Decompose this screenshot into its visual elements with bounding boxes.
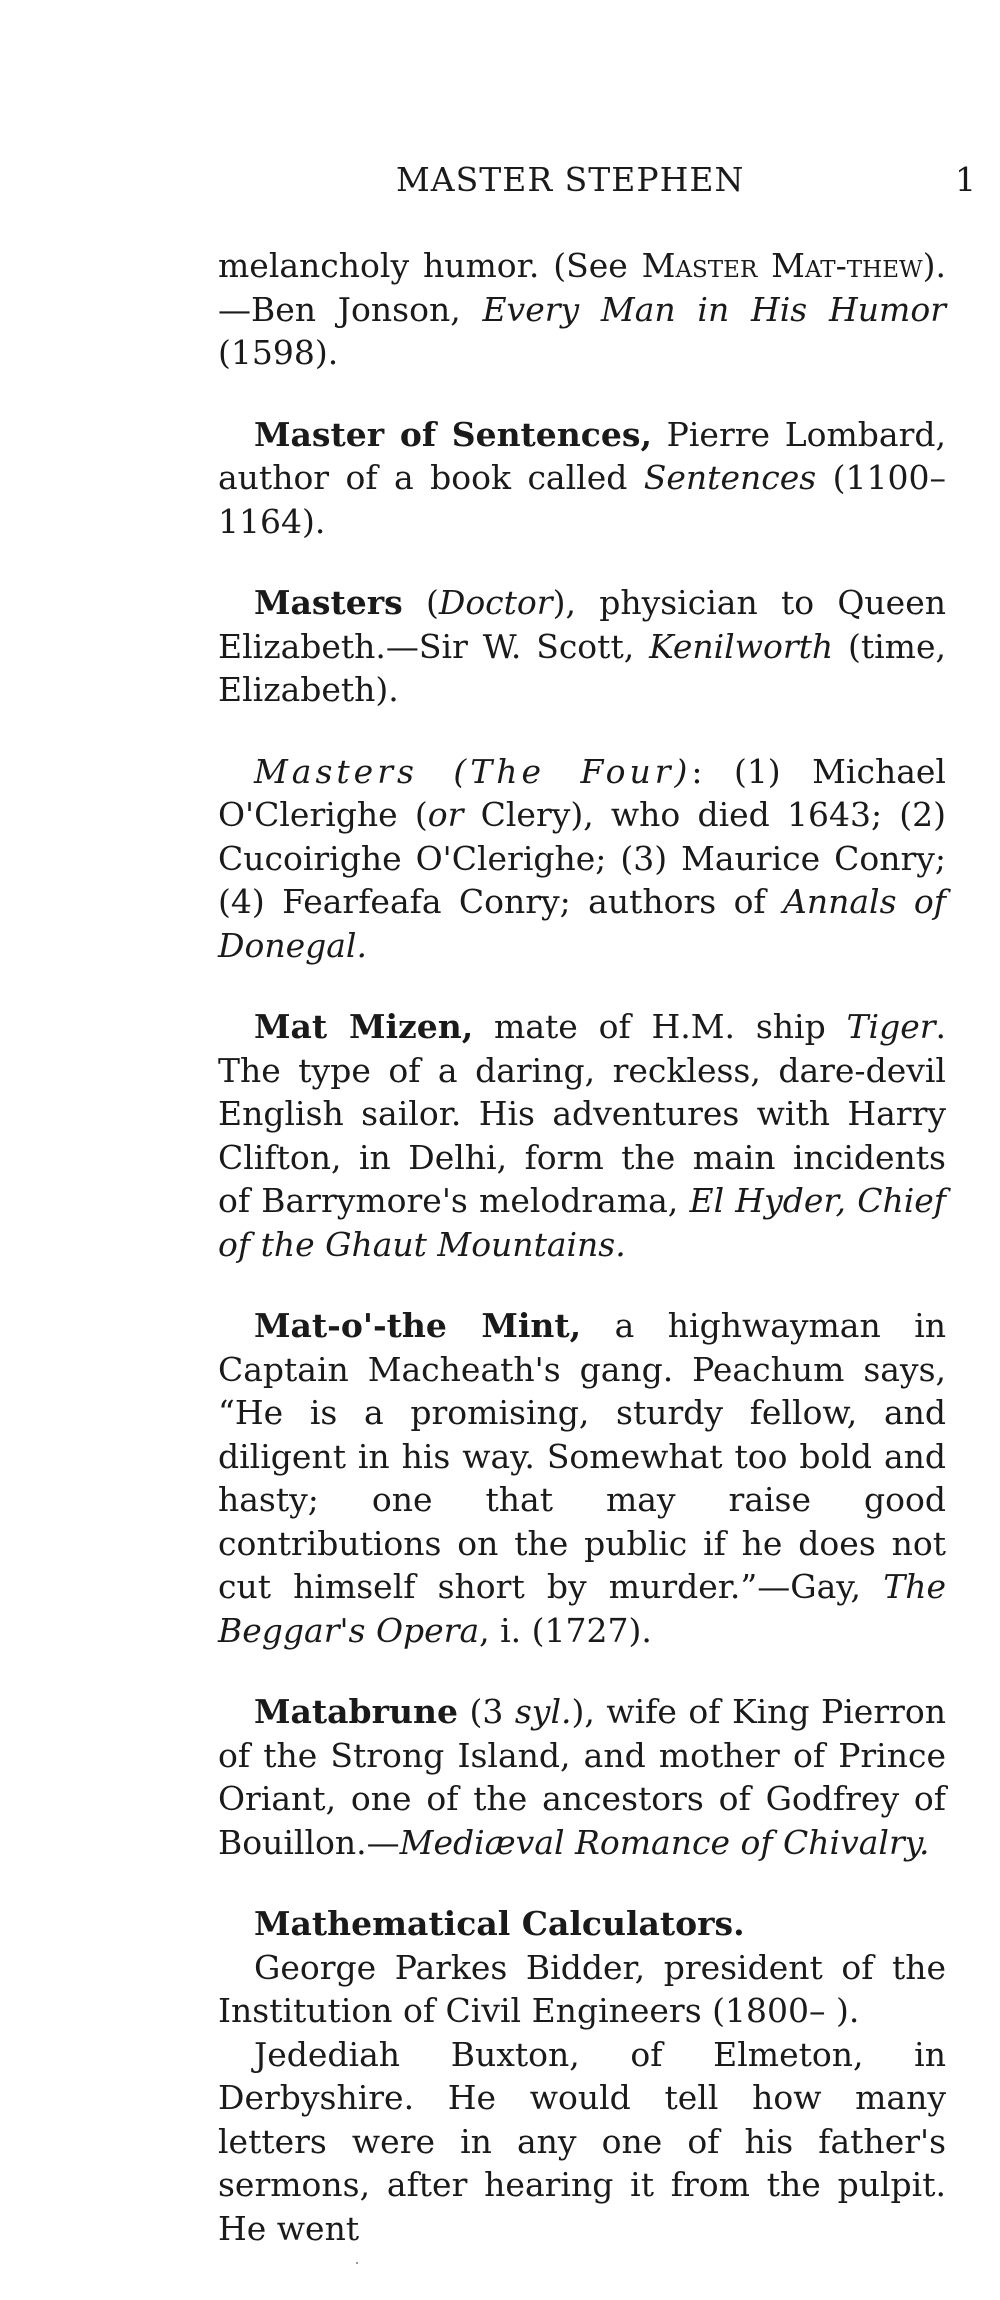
entry-master-of-sentences: Master of Sentences, Pierre Lombard, author of a book called Sentences (1100–1164). <box>218 414 946 541</box>
sub-entry-bidder: George Parkes Bidder, president of the Institution of Civil Engineers (1800– ). <box>218 1947 946 2030</box>
headword: Masters <box>254 583 403 622</box>
work-title: Sentences <box>643 458 817 497</box>
work-title: Mediæval Romance of Chivalry. <box>399 1822 930 1862</box>
headword: Master of Sentences, <box>254 414 652 454</box>
work-title: The Beggar's Opera <box>218 1567 946 1650</box>
page-number: 1 <box>955 160 976 199</box>
entry-mat-mizen: Mat Mizen, mate of H.M. ship Tiger. The type of a daring, reckless, dare-devil English sailor. His adventures with Harry Clifton, in Delhi, form the main incidents of Barrymore's melodrama, El Hyder, Chief of the Ghaut Mountains. <box>218 1007 947 1264</box>
page-header <box>0 160 1000 210</box>
entry-masters-the-four: Masters (The Four): (1) Michael O'Clerighe (or Clery), who died 1643; (2) Cucoirighe O'Clerighe; (3) Maurice Conry; (4) Fearfeafa Conry; authors of Annals of Donegal. <box>218 751 947 965</box>
work-title: Kenilworth <box>649 626 834 666</box>
entry-matabrune: Matabrune (3 syl.), wife of King Pierron of the Strong Island, and mother of Prince Oriant, one of the ancestors of Godfrey of Bouillon.—Mediæval Romance of Chivalry. <box>218 1692 946 1862</box>
cross-reference: Master Mat-thew <box>641 246 923 285</box>
sub-entry-buxton: Jedediah Buxton, of Elmeton, in Derbyshire. He would tell how many letters were in any one of his father's sermons, after hearing it from the pulpit. He went <box>218 2034 946 2248</box>
entry-masters-doctor: Masters (Doctor), physician to Queen Elizabeth.—Sir W. Scott, Kenilworth (time, Elizabeth). <box>218 583 946 709</box>
work-title: Every Man in His Humor <box>482 289 946 329</box>
running-head: MASTER STEPHEN <box>396 160 745 199</box>
text-column <box>218 244 946 2250</box>
entry-mat-o-the-mint: Mat-o'-the Mint, a highwayman in Captain Macheath's gang. Peachum says, “He is a promising, sturdy fellow, and diligent in his way. Somewhat too bold and hasty; one that may raise good contributions on the public if he does not cut himself short by murder.”—Gay, The Beggar's Opera, i. (1727). <box>218 1306 947 1650</box>
headword: Mat-o'-the Mint, <box>254 1306 582 1345</box>
work-title: Annals of Donegal. <box>218 882 946 965</box>
ship-name: Tiger <box>846 1007 936 1046</box>
page-speck <box>356 2262 358 2264</box>
headword: Masters (The Four) <box>254 751 692 791</box>
work-title: El Hyder, Chief of the Ghaut Mountains. <box>218 1181 946 1264</box>
headword: Mat Mizen, <box>254 1007 474 1046</box>
entry-mathematical-calculators <box>218 1902 946 1946</box>
headword: Mathematical Calculators. <box>254 1904 745 1943</box>
headword: Matabrune <box>254 1692 458 1731</box>
entry-continuation: melancholy humor. (See Master Mat-thew).—Ben Jonson, Every Man in His Humor (1598). <box>218 246 946 372</box>
